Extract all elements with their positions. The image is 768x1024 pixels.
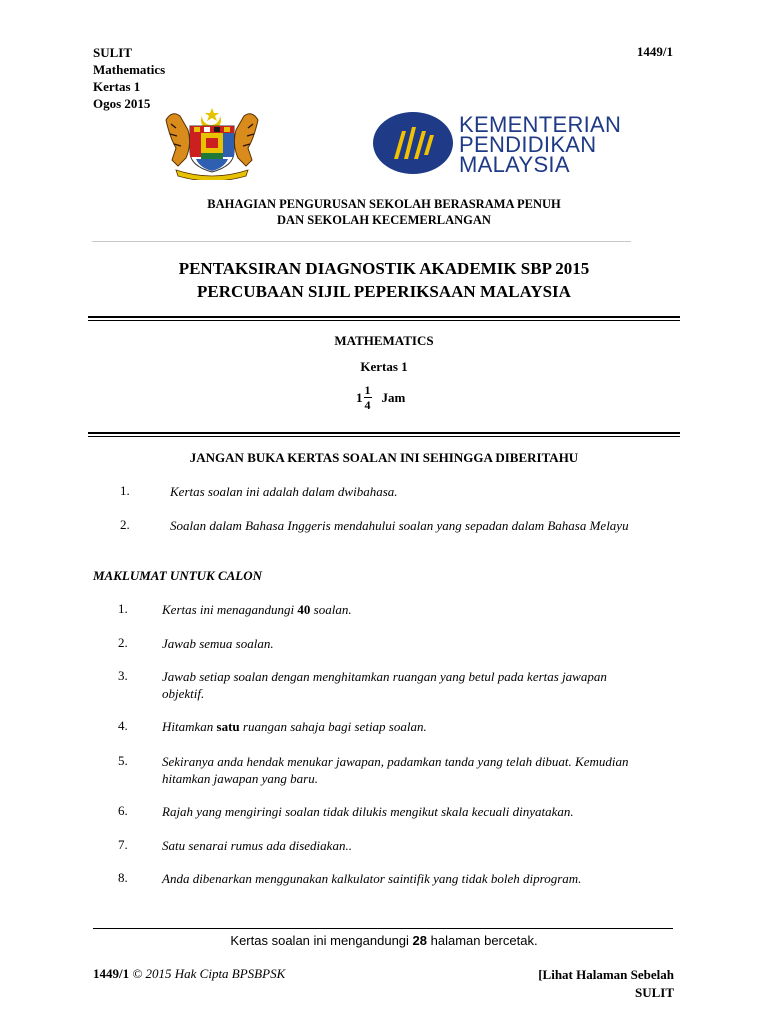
- subject-heading: MATHEMATICS: [334, 333, 434, 348]
- instruction-text: Kertas ini menagandungi 40 soalan.: [162, 602, 352, 617]
- exam-title-line-2: PERCUBAAN SIJIL PEPERIKSAAN MALAYSIA: [197, 282, 571, 301]
- date-label: Ogos 2015: [93, 96, 151, 111]
- header-meta: [93, 44, 165, 112]
- note-number: 2.: [120, 517, 130, 532]
- instruction-number: 5.: [118, 753, 128, 768]
- duration-fraction: [364, 383, 372, 412]
- kpm-emblem-icon: [372, 111, 454, 175]
- warning-text: JANGAN BUKA KERTAS SOALAN INI SEHINGGA DIBERITAHU: [189, 450, 579, 465]
- divider: [88, 316, 680, 321]
- duration-denominator: 4: [364, 398, 371, 412]
- paper-heading: Kertas 1: [360, 359, 408, 374]
- instruction-number: 6.: [118, 803, 128, 818]
- note-number: 1.: [120, 483, 130, 498]
- instruction-text: Satu senarai rumus ada disediakan..: [162, 838, 352, 853]
- duration: [356, 383, 405, 412]
- instruction-number: 1.: [118, 601, 128, 616]
- kpm-line-1: KEMENTERIAN: [459, 112, 622, 137]
- instructions-heading: MAKLUMAT UNTUK CALON: [93, 568, 263, 583]
- next-page-note: [Lihat Halaman Sebelah: [538, 967, 674, 982]
- page-count-number: 28: [412, 933, 427, 948]
- instruction-text: Sekiranya anda hendak menukar jawapan, padamkan tanda yang telah dibuat. Kemudian hitamkan jawapan yang baru.: [162, 754, 629, 786]
- kpm-line-3: MALAYSIA: [459, 152, 570, 177]
- instruction-text: Hitamkan satu ruangan sahaja bagi setiap soalan.: [162, 719, 427, 734]
- organisation-line-1: BAHAGIAN PENGURUSAN SEKOLAH BERASRAMA PENUH: [207, 197, 561, 211]
- instruction-text: Jawab setiap soalan dengan menghitamkan ruangan yang betul pada kertas jawapan objektif.: [162, 669, 607, 701]
- instruction-number: 2.: [118, 635, 128, 650]
- emphasis: satu: [216, 719, 240, 734]
- note-text: Kertas soalan ini adalah dalam dwibahasa.: [170, 484, 398, 499]
- malaysia-coat-of-arms-icon: [162, 108, 262, 180]
- instruction-text: Rajah yang mengiringi soalan tidak dilukis mengikut skala kecuali dinyatakan.: [162, 804, 574, 819]
- kpm-line-2: PENDIDIKAN: [459, 132, 597, 157]
- organisation-name: [0, 196, 768, 228]
- subject-label: Mathematics: [93, 62, 166, 77]
- note-text: Soalan dalam Bahasa Inggeris mendahului soalan yang sepadan dalam Bahasa Melayu: [170, 518, 629, 533]
- kpm-wordmark: [459, 112, 622, 177]
- duration-unit: Jam: [381, 389, 406, 405]
- instruction-number: 8.: [118, 870, 128, 885]
- organisation-line-2: DAN SEKOLAH KECEMERLANGAN: [277, 213, 491, 227]
- footer-right: [538, 966, 674, 1002]
- classification-label: SULIT: [93, 45, 133, 60]
- instruction-number: 3.: [118, 668, 128, 683]
- emphasis: 40: [297, 602, 311, 617]
- paper-label: Kertas 1: [93, 79, 141, 94]
- duration-numerator: 1: [364, 383, 371, 397]
- instruction-text: Anda dibenarkan menggunakan kalkulator saintifik yang tidak boleh diprogram.: [162, 871, 582, 886]
- copyright-text: © 2015 Hak Cipta BPSBPSK: [129, 966, 286, 981]
- divider: [92, 241, 631, 242]
- instruction-number: 7.: [118, 837, 128, 852]
- footer-divider: [93, 928, 673, 929]
- divider: [88, 432, 680, 437]
- instruction-text: Jawab semua soalan.: [162, 636, 274, 651]
- exam-title-line-1: PENTAKSIRAN DIAGNOSTIK AKADEMIK SBP 2015: [178, 259, 590, 278]
- duration-whole: 1: [356, 389, 363, 405]
- copyright: [93, 966, 285, 982]
- paper-code: 1449/1: [636, 44, 673, 59]
- exam-title: [0, 257, 768, 303]
- instruction-number: 4.: [118, 718, 128, 733]
- page-count: Kertas soalan ini mengandungi 28 halaman bercetak.: [230, 933, 538, 948]
- footer-code: 1449/1: [93, 966, 130, 981]
- footer-classification: SULIT: [634, 985, 674, 1000]
